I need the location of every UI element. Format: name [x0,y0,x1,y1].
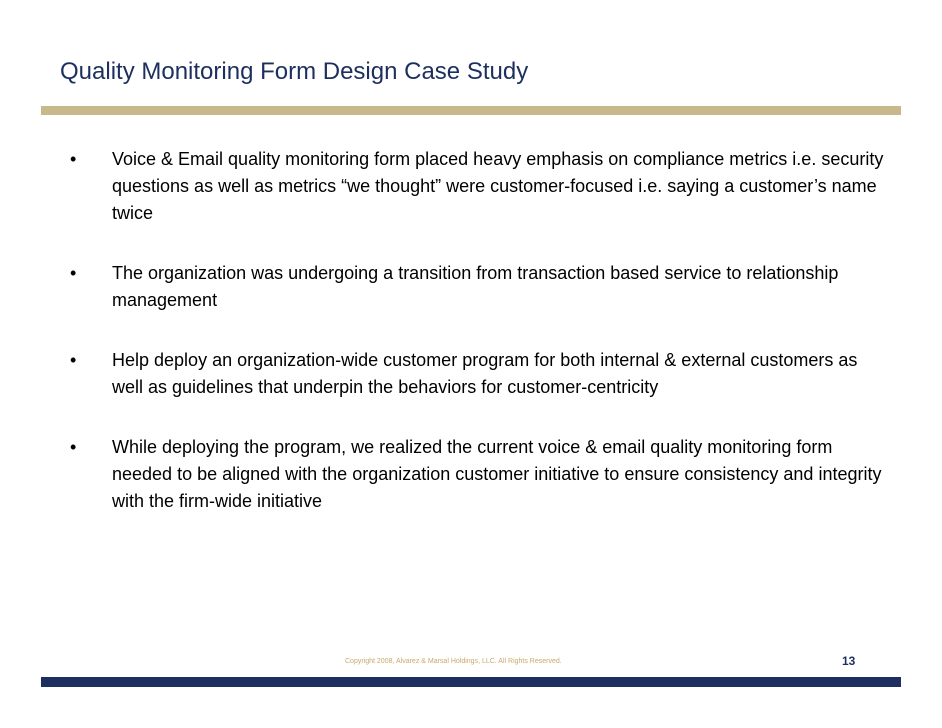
bullet-dot: • [70,350,77,370]
bullet-dot: • [70,149,77,169]
bullet-text: While deploying the program, we realized the current voice & email quality monitoring form needed to be aligned with the organization customer initiative to ensure consistency and integrity with the firm-wide initiative [112,437,882,511]
bullet-item [70,434,890,515]
bullet-item [70,347,890,401]
title-divider [41,106,901,115]
footer-bar [41,677,901,687]
copyright-notice: Copyright 2008, Alvarez & Marsal Holdings, LLC. All Rights Reserved. [345,658,562,665]
bullet-item [70,260,890,314]
bullet-dot: • [70,263,77,283]
bullet-item [70,146,890,227]
bullet-text: The organization was undergoing a transition from transaction based service to relationship management [112,263,839,310]
bullet-list [70,146,890,515]
bullet-text: Voice & Email quality monitoring form placed heavy emphasis on compliance metrics i.e. security questions as well as metrics “we thought” were customer-focused i.e. saying a customer’s name twice [112,149,884,223]
bullet-text: Help deploy an organization-wide customer program for both internal & external customers as well as guidelines that underpin the behaviors for customer-centricity [112,350,858,397]
page-number: 13 [842,654,856,668]
bullet-dot: • [70,437,77,457]
slide-title: Quality Monitoring Form Design Case Study [60,58,529,85]
